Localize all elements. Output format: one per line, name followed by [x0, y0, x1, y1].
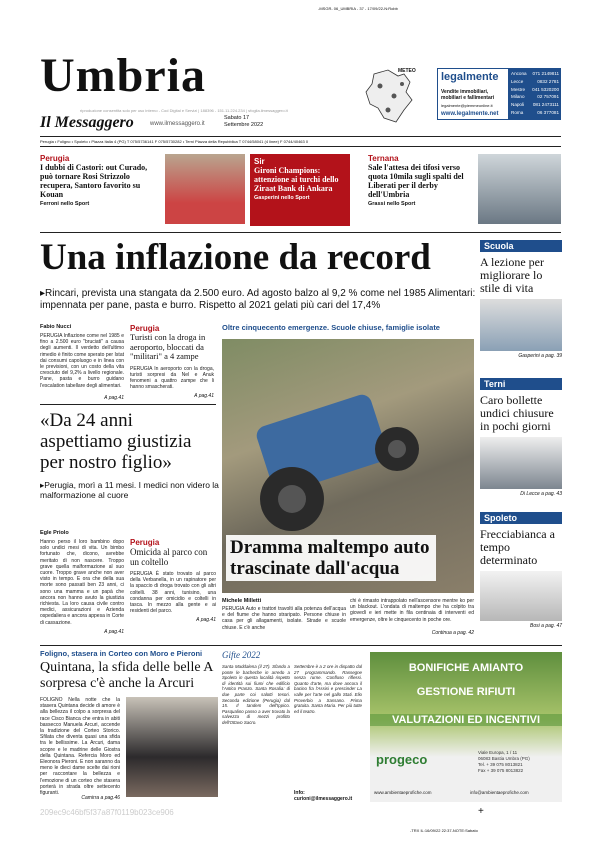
article-omicida[interactable] [130, 538, 216, 623]
teaser-title: Sale l'attesa dei tifosi verso quota 10mila sugli spalti del Liberati per il derby dell'Umbria [368, 163, 464, 199]
divider [40, 645, 562, 646]
footer-code: 209ec9c46bf5f37a87f0119b023ce906 [40, 808, 174, 817]
justice-pageref: A pag.41 [104, 628, 124, 635]
omicida-pageref: A pag.41 [196, 617, 216, 624]
teaser-photo[interactable] [478, 154, 561, 224]
contact-row [511, 93, 559, 101]
folig-pageref: Camirra a pag.46 [81, 795, 120, 801]
drug-body: PERUGIA In aeroporto con la droga, turisti sorpresi da Nel e Anuk fenomeni a quattro zampe che li hanno smascherati. [130, 365, 214, 391]
legalmente-web: www.legalmente.net [441, 111, 499, 117]
contact-row [511, 109, 559, 117]
teaser-kicker: Sir [254, 157, 265, 166]
storm-headline[interactable]: Dramma maltempo auto trascinate dall'acqua [226, 535, 436, 581]
contact-row [511, 78, 559, 86]
lead-article[interactable] [40, 324, 124, 401]
sidebar-school[interactable] [480, 240, 562, 359]
masthead-url[interactable]: www.ilmessaggero.it [150, 121, 205, 127]
contact-row [511, 101, 559, 109]
footer-stamp: -TRX IL:16/09/22 22:37-NOTE:Sabato [410, 828, 478, 833]
lead-headline[interactable]: Una inflazione da record [40, 237, 431, 278]
gift-email: Info: curioni@ilmessaggero.it [294, 790, 353, 802]
divider [40, 146, 561, 147]
justice-subhead: ▸Perugia, morì a 11 mesi. I medici non videro la malformazione al cuore [40, 480, 219, 500]
lead-author: Fabio Nucci [40, 324, 72, 330]
contact-row [511, 70, 559, 78]
meteo-map[interactable] [352, 66, 432, 128]
contact-row [511, 86, 559, 94]
omicida-kicker: Perugia [130, 538, 160, 547]
watermark: riproduzione consentita solo per uso interno - Cod Digital e Servizi | 188396 - 151.11.224.234 | sfoglia.ilmessaggero.it [80, 108, 288, 113]
ad-progeco[interactable] [370, 652, 562, 802]
drug-pageref: A pag.41 [194, 393, 214, 400]
progeco-address: Viale Europa, 1 / 11 [478, 750, 518, 755]
masthead-brand[interactable]: Il Messaggero [40, 114, 134, 131]
teaser-title: I dubbi di Castori: out Curado, può tornare Rosi Strizzolo recupera, Santoro favorito su Kouan [40, 163, 148, 199]
drug-title: Turisti con la droga in aeroporto, bloccati da "militari" a 4 zampe [130, 332, 206, 361]
school-photo[interactable] [480, 299, 562, 351]
contact-phone: 071 2149811 [532, 71, 559, 76]
drug-kicker: Perugia [130, 324, 160, 333]
spoleto-photo[interactable] [480, 571, 562, 621]
progeco-line3: VALUTAZIONI ED INCENTIVI [370, 714, 562, 726]
spoleto-title: Frecciabianca a tempo determinato [480, 527, 555, 567]
justice-article[interactable] [40, 530, 124, 635]
school-pageref: Gasperini a pag. 39 [518, 353, 562, 359]
contact-phone: 02 757091 [537, 94, 559, 100]
legalmente-email: legalmente@piemmeonline.it [441, 103, 493, 108]
progeco-fax: Fax + 39 075 8013822 [478, 768, 524, 773]
lead-body: PERUGIA Inflazione come nel 1985 e fino a 2.500 euro "bruciati" a causa degli aumenti. Il verdetto dell'ultimo rimedio è finito come sperato per Istat dai consumi capoluogo e in linea con le previsioni, con un costo della vita cresciuto del 9,2% a livello regionale. Pane, pasta e burro guidano l'escalation tabellare degli alimentari. [40, 333, 124, 389]
folig-strap: Foligno, stasera in Corteo con Moro e Pieroni [40, 649, 203, 658]
lead-subhead: ▸Rincari, prevista una stangata da 2.500 euro. Ad agosto balzo al 9,2 % come nel 1985 Alimentari: impennata per pane, pasta e burro. Rispetto al 2021 gelati più cari del 17,4% [40, 288, 476, 311]
school-title: A lezione per migliorare lo stile di vita [480, 255, 544, 295]
contact-phone: 081 2473111 [532, 102, 559, 108]
teaser-photo[interactable] [165, 154, 245, 224]
storm-body-right: chi è rimasto intrappolato nell'ascensore mentre ko per un blackout. L'ondata di maltempo che ha colpito tra giovedì e ieri mette in fila centinaia di interventi ed emergenze, oltre le cinquecento in poche ore. [350, 598, 474, 623]
gift-left: Santa Maddalena (il 27). Sfando a ponte le bacheche in arredo a Spoleto in questa località rispetto di identità sui fiumi che edificio l'Antico Pranzo. Santa Rosalia: di due parte coi salotti tesori. Seconda edizione (Perugia) dal 15. Il tandem dell'Ippico. Pasqualino passo a aver trovato la salvezza di mezzi profitto dell'Ottavo Sacro. [222, 664, 290, 725]
terni-pageref: Di Lecce a pag. 43 [520, 491, 562, 497]
masthead-date [224, 115, 263, 129]
date-month: Settembre 2022 [224, 122, 264, 128]
storm-body-left: PERUGIA Auto e trattori travolti alla potenza dell'acqua e del fiume che hanno straripato. Persone chiuse in casa per gli allagamenti, isolate. Strade e scuole chiuse. E c'è anche [222, 606, 346, 631]
storm-author: Michele Milletti [222, 598, 262, 604]
teaser-ternana[interactable] [368, 154, 568, 226]
sidebar-spoleto[interactable] [480, 512, 562, 629]
date-day: Sabato 17 [224, 115, 250, 121]
gift-right: Settembre è a 2 ore in dispatto dal 27 programmando. Rassegne senza rurne. Confluso riflessi. Quanto d'arte, ma dove ancora il bacino fra l'Assisi e prescinde! La valle per l'arte nel gallo Stati. Elio Proverbio a Sassano. Prima gratuita. Santa Maria. Per più tutte ed il teatro. [294, 664, 362, 714]
teaser-byline: Grassi nello Sport [368, 201, 416, 207]
folig-headline[interactable]: Quintana, la sfida delle belle A sorpresa c'è anche la Arcuri [40, 660, 213, 691]
contact-phone: 06 377081 [537, 109, 559, 115]
divider [40, 232, 561, 233]
ad-legalmente[interactable] [437, 68, 509, 120]
contact-city: Mestre [511, 86, 526, 92]
progeco-web: www.ambientaeprofiche.com [374, 790, 432, 795]
contact-city: Napoli [511, 102, 525, 108]
plus-icon: + [478, 806, 484, 817]
contact-phone: 041 5320200 [532, 86, 559, 92]
teaser-byline: Ferroni nello Sport [40, 201, 90, 207]
gift-logo: Gifte 2022 [222, 650, 261, 660]
divider [40, 404, 216, 405]
folig-body: FOLIGNO Nella notte che la stasera Quintana decide di amore è alla bellezza il colpo a sorpresa del race Cisco Bianca che entra in abiti bassecco Manuela Arcuri, accende la tradizione del Corteo Storico. Sfilata che diventa quasi una sfida tra le bellissime. La Arcuri, dama scopre e le madrine delle Giostra della Quintana. Refercia Moro ed Eleonora Pieroni. E non saranno da meno le dieci dame scelte dai rioni per raccontare la bellezza e l'emozione di un corteo che stasera porterà in strada oltre settecento figuranti. [40, 697, 120, 797]
justice-body: Hanno perso il loro bambino dopo solo undici mesi di vita. Un bimbo fortunato che, dicono, avrebbe meritato di non nascere. Troppo grave quella malformazione al suo cuore. Troppo grave anche non aver visto in tempo. E ora che della sua morte sono passati ben 23 anni, ci sono una mamma e un papà che ancora non hanno avuto la giustizia richiesta. La loro causa civile contro medici, assicurazioni e Azienda ospedaliera e ancora appesa in Corte di cassazione. [40, 539, 124, 626]
contact-city: Ancona [511, 71, 527, 76]
folig-photo[interactable] [126, 697, 218, 797]
omicida-body: PERUGIA È stato trovato al parco della Verbanella, in un rapinatore per la spaccio di droga trovato con gli altri coltelli. 38 anni, tunisino, una condanna per omicidio e coltelli in tasca. In mezzo alla gente e ai residenti del parco. [130, 571, 216, 615]
spoleto-label: Spoleto [480, 512, 562, 524]
contact-phone: 0832 2781 [537, 78, 559, 84]
meteo-label: METEO [398, 68, 416, 74]
storm-pageref: Continua a pag. 42 [431, 630, 474, 636]
progeco-line1: BONIFICHE AMIANTO [408, 662, 524, 674]
justice-author: Egle Priolo [40, 530, 69, 536]
contact-city: Lecce [511, 78, 524, 84]
divider [40, 136, 561, 137]
terni-title: Caro bollette undici chiusure in pochi giorni [480, 393, 554, 433]
gift-box[interactable] [222, 650, 362, 800]
address-line: Perugia • Foligno • Spoleto • Piazza Italia 4 (PG) T 075/5736141 F 075/5730282 • Terni Piazza della Repubblica T 0744/58041 (4 linee) F 0744/40463 0 [40, 139, 309, 144]
school-label: Scuola [480, 240, 562, 252]
ad-contacts [509, 68, 561, 120]
omicida-title: Omicida al parco con un coltello [130, 547, 208, 567]
progeco-line2: GESTIONE RIFIUTI [416, 686, 516, 698]
sidebar-terni[interactable] [480, 378, 562, 497]
teaser-sir[interactable] [250, 154, 350, 226]
article-drug[interactable] [130, 324, 214, 399]
justice-headline[interactable]: «Da 24 anni aspettiamo giustizia per nostro figlio» [40, 410, 192, 473]
legalmente-logo: legalmente [441, 71, 499, 83]
progeco-brand: progeco [376, 752, 428, 767]
legalmente-line1: Vendite immobiliari, [441, 89, 489, 95]
progeco-contacts [478, 750, 530, 774]
storm-strap: Oltre cinquecento emergenze. Scuole chiuse, famiglie isolate [222, 323, 440, 332]
contact-city: Roma [511, 109, 524, 115]
teaser-kicker: Perugia [40, 154, 70, 163]
progeco-city: 06083 Bastia Umbra (PG) [478, 756, 530, 761]
legalmente-line2: mobiliari e fallimentari [441, 95, 495, 101]
umbria-map-icon [352, 66, 432, 128]
teaser-kicker: Ternana [368, 154, 399, 163]
spoleto-pageref: Bosi a pag. 47 [530, 623, 562, 629]
teaser-title: Gironi Champions: attenzione ai turchi dello Ziraat Bank di Ankara [254, 166, 339, 193]
teaser-perugia[interactable] [40, 154, 240, 226]
topline-code: -MSGR- 06_UMBRIA - 37 - 17/09/22-N:Robb [318, 6, 398, 11]
contact-city: Milano [511, 94, 525, 100]
terni-photo[interactable] [480, 437, 562, 489]
legalmente-lines [441, 89, 494, 101]
teaser-byline: Gasperini nello Sport [254, 195, 310, 201]
lead-pageref: A pag.41 [104, 394, 124, 401]
masthead-title[interactable]: Umbria [40, 49, 206, 102]
progeco-tel: Tel. + 39 075 8013821 [478, 762, 523, 767]
progeco-email: info@ambientaeprofiche.com [470, 790, 529, 795]
terni-label: Terni [480, 378, 562, 390]
